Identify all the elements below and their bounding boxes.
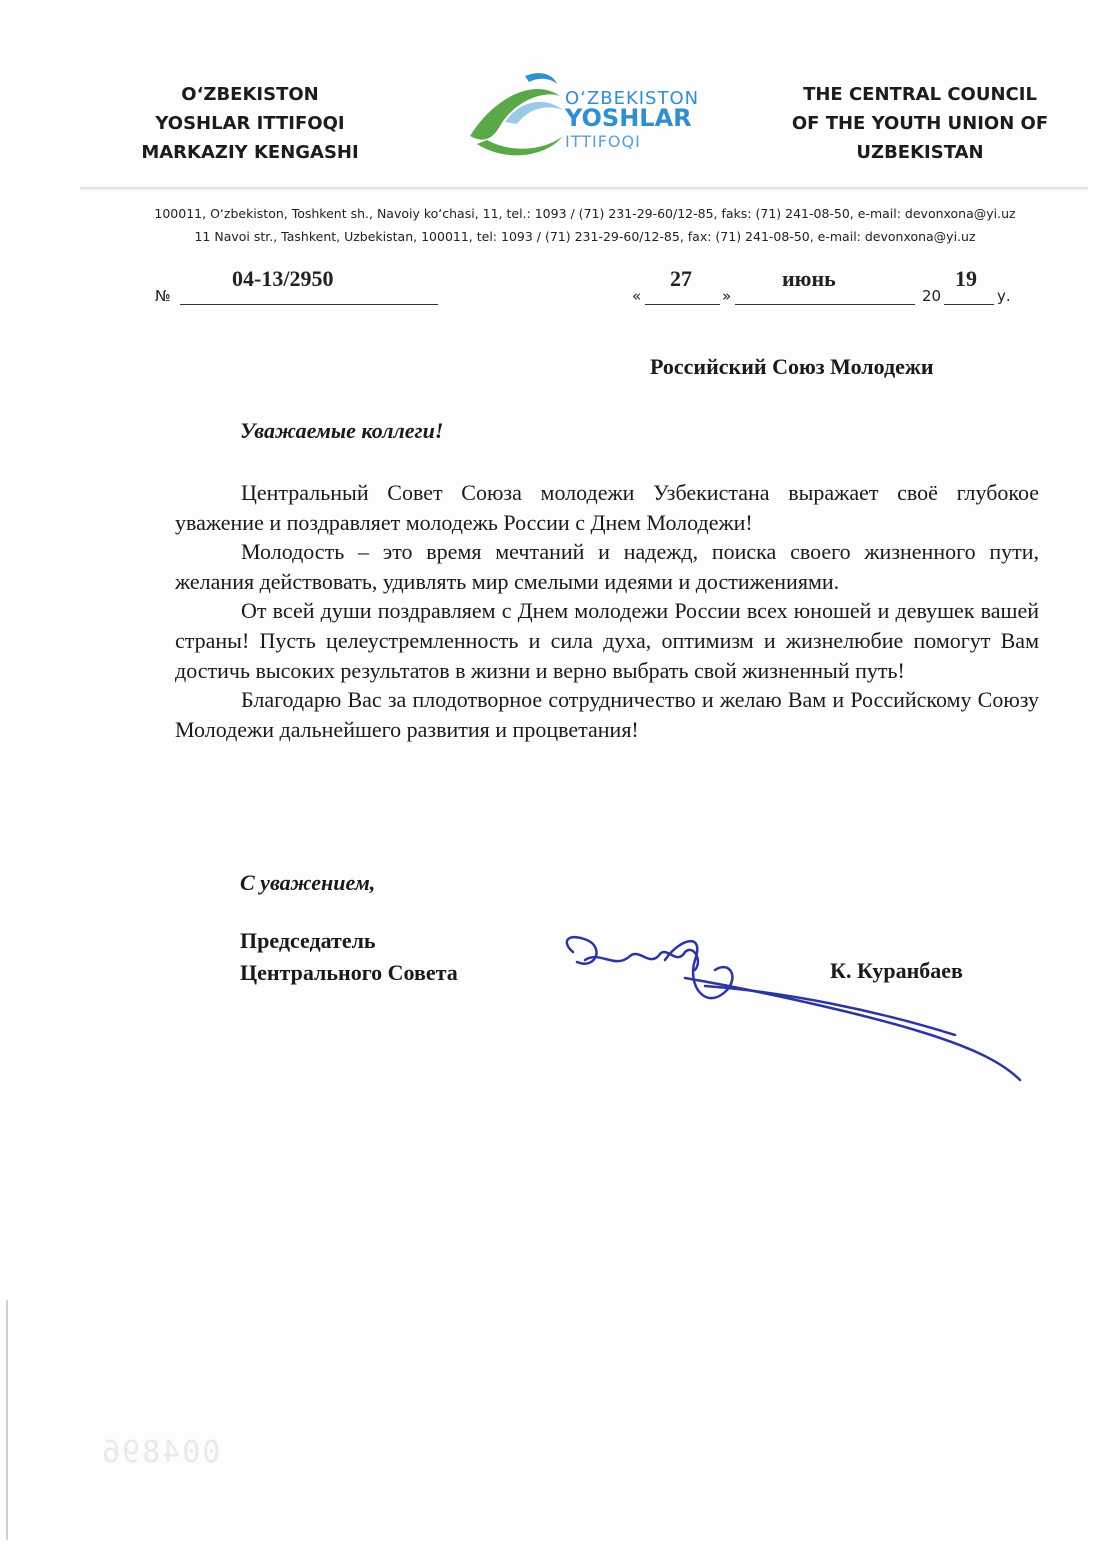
address-en: 11 Navoi str., Tashkent, Uzbekistan, 100011, tel: 1093 / (71) 231-29-60/12-85, fax: (71) 241-08-50, e-mail: devonxona@yi.uz (194, 229, 976, 244)
signatory-title-line1: Председатель (240, 928, 376, 953)
logo-text-line2: YOSHLAR (565, 104, 692, 132)
address-uz: 100011, O‘zbekiston, Toshkent sh., Navoiy ko‘chasi, 11, tel.: 1093 / (71) 231-29-60/12-85, faks: (71) 241-08-50, e-mail: devonxona@yi.uz (154, 206, 1016, 221)
handwritten-signature (555, 930, 1025, 1085)
date-year-underline (944, 304, 994, 305)
date-year: 19 (955, 266, 977, 291)
org-name-uz-line3: MARKAZIY KENGASHI (141, 142, 359, 163)
letter-body (175, 478, 1039, 744)
reference-number-underline (180, 304, 438, 305)
header-divider (80, 187, 1088, 190)
logo-text-line1: O‘ZBEKISTON (565, 88, 700, 109)
signatory-title-line2: Центрального Совета (240, 960, 458, 985)
youth-union-logo (465, 66, 715, 166)
date-quote-open: « (632, 287, 642, 305)
date-month-underline (735, 304, 915, 305)
date-year-prefix: 20 (922, 287, 942, 305)
date-day-underline (645, 304, 720, 305)
stamp-number: 004896 (100, 1435, 221, 1470)
org-name-en (780, 80, 1060, 167)
date-year-suffix: у. (997, 287, 1011, 305)
date-day: 27 (670, 266, 692, 291)
org-name-en-line1: THE CENTRAL COUNCIL (803, 84, 1037, 105)
org-name-en-line2: OF THE YOUTH UNION OF (791, 113, 1049, 134)
paragraph: Молодость – это время мечтаний и надежд, поиска своего жизненного пути, желания действовать, удивлять мир смелыми идеями и достижениями. (175, 539, 1039, 594)
paragraph: Центральный Совет Союза молодежи Узбекистана выражает своё глубокое уважение и поздравляет молодежь России с Днем Молодежи! (175, 480, 1039, 535)
scan-edge-mark (6, 1300, 8, 1540)
logo-text-line3: ITTIFOQI (565, 132, 641, 151)
signatory-title (240, 925, 458, 989)
date-quote-close: » (722, 287, 732, 305)
org-name-uz (130, 80, 370, 167)
org-name-en-line3: UZBEKISTAN (856, 142, 984, 163)
reference-number-label: № (155, 287, 171, 305)
recipient: Российский Союз Молодежи (650, 354, 934, 379)
org-name-uz-line1: O‘ZBEKISTON (181, 84, 319, 105)
org-name-uz-line2: YOSHLAR ITTIFOQI (155, 113, 345, 134)
date-month: июнь (782, 266, 836, 291)
closing: С уважением, (240, 870, 376, 895)
paragraph: Благодарю Вас за плодотворное сотрудничество и желаю Вам и Российскому Союзу Молодежи дальнейшего развития и процветания! (175, 687, 1039, 742)
signatory-name: К. Куранбаев (830, 958, 963, 983)
reference-number: 04-13/2950 (232, 266, 334, 291)
paragraph: От всей души поздравляем с Днем молодежи России всех юношей и девушек вашей страны! Пусть целеустремленность и сила духа, оптимизм и жизнелюбие помогут Вам достичь высоких результатов в жизни и верно выбрать свой жизненный путь! (175, 598, 1039, 683)
greeting: Уважаемые коллеги! (240, 418, 444, 443)
